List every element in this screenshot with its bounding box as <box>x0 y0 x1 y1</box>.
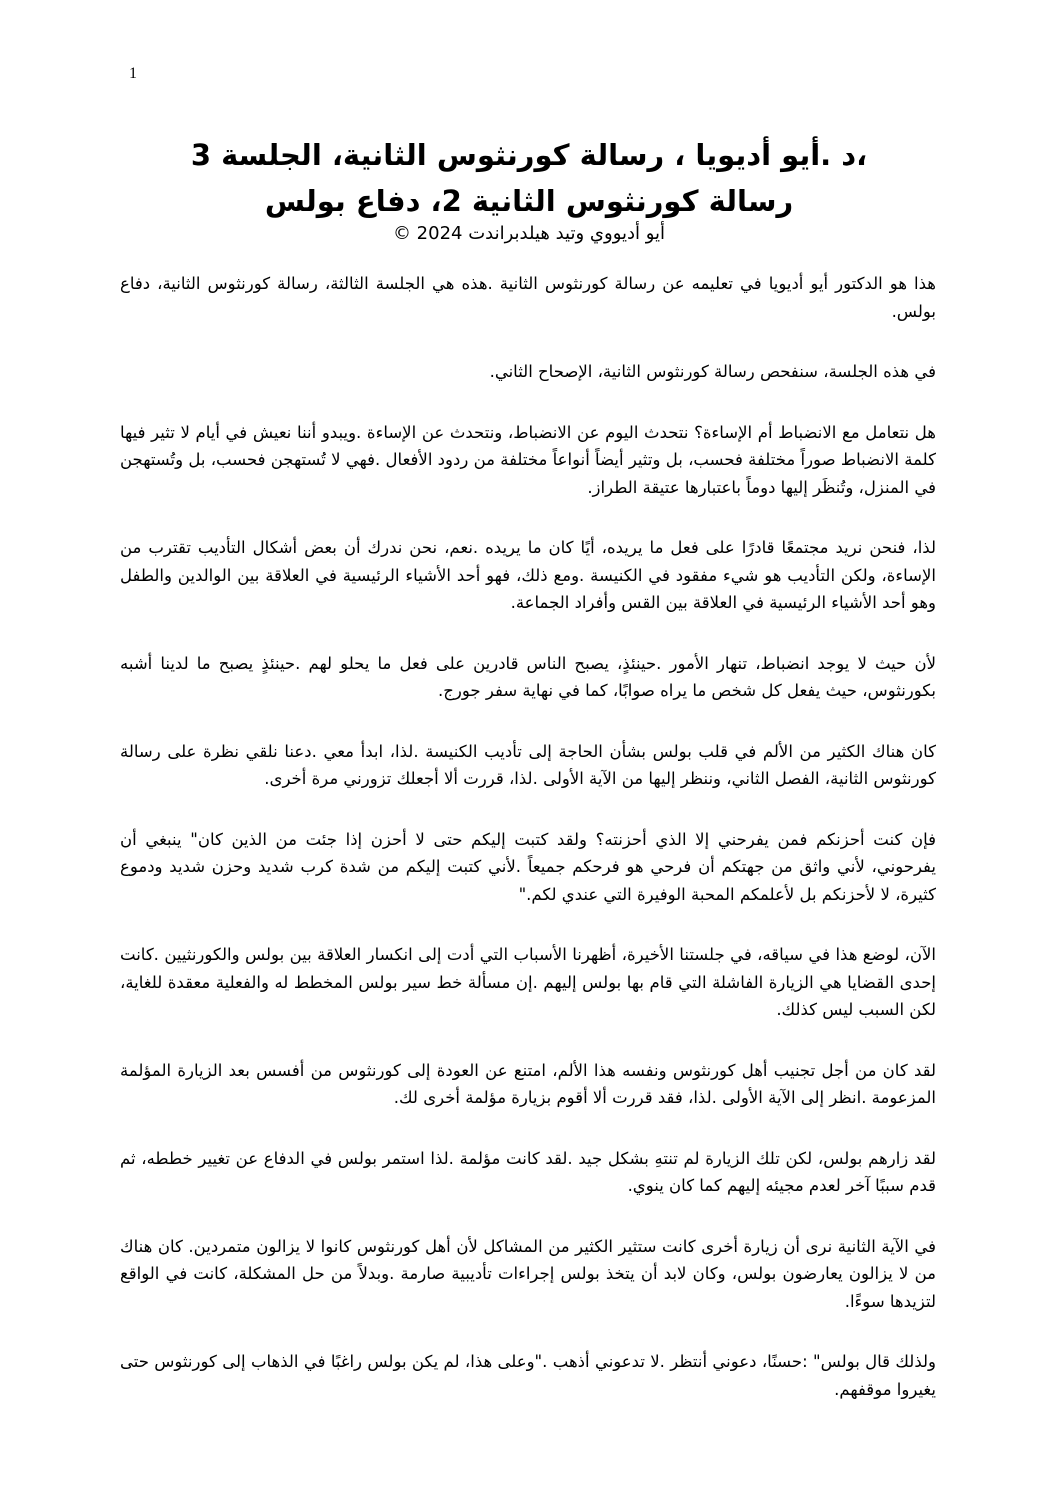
paragraph: فإن كنت أحزنكم فمن يفرحني إلا الذي أحزنته؟ ولقد كتبت إليكم حتى لا أحزن إذا جئت من الذين كان" ينبغي أن يفرحوني، لأني واثق من جهتكم أن فرحي هو فرحكم جميعاً .لأني كتبت إليكم من شدة كرب شديد وحزن شديد ودموع كثيرة، لا لأحزنكم بل لأعلمكم المحبة الوفيرة التي عندي لكم." <box>120 829 936 904</box>
paragraph: لقد زارهم بولس، لكن تلك الزيارة لم تنتهِ بشكل جيد .لقد كانت مؤلمة .لذا استمر بولس في الدفاع عن تغيير خططه، ثم قدم سببًا آخر لعدم مجيئه إليهم كما كان ينوي. <box>120 1148 936 1195</box>
paragraph: ولذلك قال بولس" :حسنًا، دعوني أنتظر .لا تدعوني أذهب ."وعلى هذا، لم يكن بولس راغبًا في الذهاب إلى كورنثوس حتى يغيروا موقفهم. <box>120 1352 936 1399</box>
document-header <box>120 132 938 248</box>
copyright-line: أيو أديووي وتيد هيلدبراندت 2024 © <box>392 223 666 244</box>
paragraph: في هذه الجلسة، سنفحص رسالة كورنثوس الثانية، الإصحاح الثاني. <box>489 362 936 381</box>
paragraph: لذا، فنحن نريد مجتمعًا قادرًا على فعل ما يريده، أيًا كان ما يريده .نعم، نحن ندرك أن بعض أشكال التأديب تقترب من الإساءة، ولكن التأديب هو شيء مفقود في الكنيسة .ومع ذلك، فهو أحد الأشياء الرئيسية في العلاقة بين الوالدين والطفل وهو أحد الأشياء الرئيسية في العلاقة بين القس وأفراد الجماعة. <box>120 538 936 612</box>
document-body <box>120 270 936 1436</box>
paragraph: لأن حيث لا يوجد انضباط، تنهار الأمور .حينئذٍ، يصبح الناس قادرين على فعل ما يحلو لهم .حينئذٍ يصبح ما لدينا أشبه بكورنثوس، حيث يفعل كل شخص ما يراه صوابًا، كما في نهاية سفر جورج. <box>120 653 936 700</box>
paragraph: لقد كان من أجل تجنيب أهل كورنثوس ونفسه هذا الألم، امتنع عن العودة إلى كورنثوس من أفسس بعد الزيارة المؤلمة المزعومة .انظر إلى الآية الأولى .لذا، فقد قررت ألا أقوم بزيارة مؤلمة أخرى لك. <box>120 1060 936 1107</box>
paragraph: هذا هو الدكتور أيو أديويا في تعليمه عن رسالة كورنثوس الثانية .هذه هي الجلسة الثالثة، رسالة كورنثوس الثانية، دفاع بولس. <box>120 274 936 321</box>
title-line-1: ،د .أيو أديويا ، رسالة كورنثوس الثانية، الجلسة 3 <box>190 138 868 172</box>
paragraph: هل نتعامل مع الانضباط أم الإساءة؟ نتحدث اليوم عن الانضباط، ونتحدث عن الإساءة .ويبدو أننا نعيش في أيام لا تثير فيها كلمة الانضباط صوراً مختلفة فحسب، بل وتثير أيضاً أنواعاً مختلفة من ردود الأفعال .فهي لا تُستهجن فحسب، بل وتُستهجن في المنزل، وتُنظَر إليها دوماً باعتبارها عتيقة الطراز. <box>120 422 936 497</box>
title-line-2: رسالة كورنثوس الثانية 2، دفاع بولس <box>264 184 794 218</box>
paragraph: كان هناك الكثير من الألم في قلب بولس بشأن الحاجة إلى تأديب الكنيسة .لذا، ابدأ معي .دعنا نلقي نظرة على رسالة كورنثوس الثانية، الفصل الثاني، وننظر إليها من الآية الأولى .لذا، قررت ألا أجعلك تزورني مرة أخرى. <box>120 741 936 788</box>
page-number: 1 <box>129 65 137 82</box>
paragraph: الآن، لوضع هذا في سياقه، في جلستنا الأخيرة، أظهرنا الأسباب التي أدت إلى انكسار العلاقة بين بولس والكورنثيين .كانت إحدى القضايا هي الزيارة الفاشلة التي قام بها بولس إليهم .إن مسألة خط سير بولس المخطط له والفعلية معقدة للغاية، لكن السبب ليس كذلك. <box>120 945 936 1019</box>
paragraph: في الآية الثانية نرى أن زيارة أخرى كانت ستثير الكثير من المشاكل لأن أهل كورنثوس كانوا لا يزالون متمردين. كان هناك من لا يزالون يعارضون بولس، وكان لابد أن يتخذ بولس إجراءات تأديبية صارمة .وبدلاً من حل المشكلة، كانت في الواقع لتزيدها سوءًا. <box>120 1236 936 1311</box>
